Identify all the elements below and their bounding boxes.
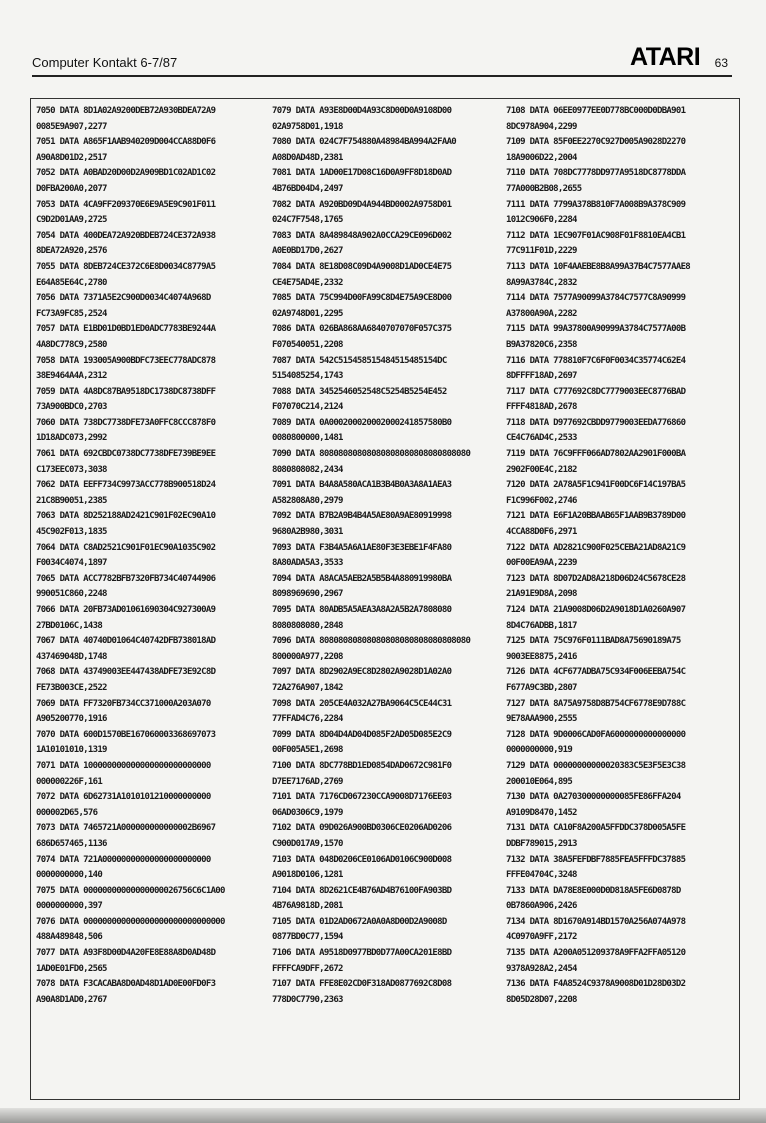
code-line: 7111 DATA 7799A378B810F7A008B9A378C909 — [506, 199, 686, 210]
code-line: 7133 DATA DA78E8E000D0D818A5FE6D0878D — [506, 885, 681, 896]
code-line: 7120 DATA 2A78A5F1C941F00DC6F14C197BA5 — [506, 480, 686, 491]
code-line: 9003EE8875,2416 — [506, 651, 577, 662]
code-line: 8A99A3784C,2832 — [506, 277, 577, 288]
code-line: 7125 DATA 75C976F0111BAD8A75690189A75 — [506, 636, 681, 647]
code-line: 437469048D,1748 — [36, 651, 107, 662]
code-line: 7128 DATA 9D0006CAD0FA6000000000000000 — [506, 729, 686, 740]
code-line: 1012C906F0,2284 — [506, 215, 577, 226]
code-line: 000002D65,576 — [36, 807, 98, 818]
code-line: 7132 DATA 38A5FEFDBF7885FEA5FFFDC37885 — [506, 854, 686, 865]
code-line: A0E0BD17D0,2627 — [272, 246, 343, 257]
code-line: 7130 DATA 0A270300000000085FE86FFA204 — [506, 792, 681, 803]
code-line: 200010E064,895 — [506, 776, 573, 787]
code-line: 7119 DATA 76C9FFF066AD7802AA2901F000BA — [506, 449, 686, 460]
code-line: 27BD0106C,1438 — [36, 620, 103, 631]
code-line: B9A37820C6,2358 — [506, 339, 577, 350]
code-line: 7096 DATA 80808080808080808080808080808080 — [272, 636, 471, 647]
code-line: 000000226F,161 — [36, 776, 103, 787]
code-line: 02A9758D01,1918 — [272, 121, 343, 132]
code-line: 7101 DATA 7176CD067230CCA9008D7176EE03 — [272, 792, 452, 803]
code-line: 4C0970A9FF,2172 — [506, 932, 577, 943]
code-line: 7083 DATA 8A489848A902A0CCA29CE096D002 — [272, 230, 452, 241]
code-line: 7078 DATA F3CACABA8D0AD48D1AD0E00FD0F3 — [36, 979, 216, 990]
code-line: 7068 DATA 43749003EE447438ADFE73E92C8D — [36, 667, 216, 678]
code-line: 38E9464A4A,2312 — [36, 371, 107, 382]
page-header — [32, 43, 738, 72]
code-line: 8A80ADA5A3,3533 — [272, 558, 343, 569]
code-line: 8D4C76ADBB,1817 — [506, 620, 577, 631]
code-line: 7115 DATA 99A37800A90999A3784C7577A00B — [506, 324, 686, 335]
code-line: 7090 DATA 80808080808080808080808080808080 — [272, 449, 471, 460]
code-line: 778D0C7790,2363 — [272, 994, 343, 1005]
code-line: FE73B003CE,2522 — [36, 682, 107, 693]
code-line: 686D657465,1136 — [36, 838, 107, 849]
code-line: 7080 DATA 024C7F754880A48984BA994A2FAA0 — [272, 137, 457, 148]
code-line: 7070 DATA 600D1570BE167060003368697073 — [36, 729, 216, 740]
code-line: 7097 DATA 8D2902A9EC8D2802A9028D1A02A0 — [272, 667, 452, 678]
code-line: 7069 DATA FF7320FB734CC371000A203A070 — [36, 698, 211, 709]
code-line: 7084 DATA 8E18D08C09D4A9008D1AD0CE4E75 — [272, 261, 452, 272]
code-line: 8DFFFF18AD,2697 — [506, 371, 577, 382]
code-line: 7054 DATA 400DEA72A920BDEB724CE372A938 — [36, 230, 216, 241]
code-line: 9378A928A2,2454 — [506, 963, 577, 974]
code-line: 7052 DATA A0BAD20D00D2A909BD1C02AD1C02 — [36, 168, 216, 179]
code-line: 7071 DATA 100000000000000000000000000 — [36, 760, 211, 771]
listing-column-3 — [506, 104, 738, 1008]
code-line: 7061 DATA 692CBDC0738DC7738DFE739BE9EE — [36, 449, 216, 460]
code-line: 0877BD0C77,1594 — [272, 932, 343, 943]
code-line: 7109 DATA 85F0EE2270C927D005A9028D2270 — [506, 137, 686, 148]
code-line: 7073 DATA 7465721A000000000000002B6967 — [36, 823, 216, 834]
code-line: 7117 DATA C777692C8DC7779003EEC8776BAD — [506, 386, 686, 397]
code-line: 21C8B90051,2385 — [36, 495, 107, 506]
code-line: 7059 DATA 4A8DC87BA9518DC1738DC8738DFF — [36, 386, 216, 397]
code-line: 7106 DATA A9518D0977BD0D77A00CA201E8BD — [272, 948, 452, 959]
code-line: 18A9006D22,2004 — [506, 152, 577, 163]
code-line: 4A8DC778C9,2580 — [36, 339, 107, 350]
code-line: 7066 DATA 20FB73AD01061690304C927300A9 — [36, 605, 216, 615]
code-line: 7123 DATA 8D07D2AD8A218D06D24C5678CE28 — [506, 573, 686, 584]
code-line: A9109D8470,1452 — [506, 807, 577, 818]
code-line: 8DC978A904,2299 — [506, 121, 577, 132]
code-line: 7100 DATA 8DC778BD1ED0854DAD0672C981F0 — [272, 760, 452, 771]
code-line: 0000000000,140 — [36, 870, 103, 881]
code-line: 8080808080,2848 — [272, 620, 343, 631]
code-line: 1D18ADC073,2992 — [36, 433, 107, 444]
code-line: 7058 DATA 193005A900BDFC73EEC778ADC878 — [36, 355, 216, 366]
code-line: 7102 DATA 09D026A900BD0306CE0206AD0206 — [272, 823, 452, 834]
code-line: 7105 DATA 01D2AD0672A0A0A8D00D2A9008D — [272, 916, 447, 927]
code-line: 7082 DATA A920BD09D4A944BD0002A9758D01 — [272, 199, 452, 210]
code-line: 5154085254,1743 — [272, 371, 343, 382]
code-line: 77FFAD4C76,2284 — [272, 714, 343, 725]
code-line: F677A9C3BD,2807 — [506, 682, 577, 693]
code-line: 73A900BDC0,2703 — [36, 402, 107, 413]
scan-edge-shadow — [0, 1108, 766, 1123]
code-line: 7051 DATA A865F1AAB940209D004CCA88D0F6 — [36, 137, 216, 148]
code-line: F0034C4074,1897 — [36, 558, 107, 569]
code-line: 7122 DATA AD2821C900F025CEBA21AD8A21C9 — [506, 542, 686, 553]
code-line: 7135 DATA A200A051209378A9FFA2FFA05120 — [506, 948, 686, 959]
code-line: 7074 DATA 721A00000000000000000000000 — [36, 854, 211, 865]
code-line: 7099 DATA 8D04D4AD04D085F2AD05D085E2C9 — [272, 729, 452, 740]
code-line: 7060 DATA 738DC7738DFE73A0FFC8CCC878F0 — [36, 417, 216, 428]
code-line: 7098 DATA 205CE4A032A27BA9064C5CE44C31 — [272, 698, 452, 709]
code-line: 0000000000,919 — [506, 745, 573, 756]
code-line: 7116 DATA 778810F7C6F0F0034C35774C62E4 — [506, 355, 686, 366]
brand-heading: ATARI — [630, 43, 701, 71]
code-line: 7112 DATA 1EC907F01AC908F01F8810EA4CB1 — [506, 230, 686, 241]
code-line: 7062 DATA EEFF734C9973ACC778B900518D24 — [36, 480, 216, 491]
code-line: 7050 DATA 8D1A02A9200DEB72A930BDEA72A9 — [36, 106, 216, 116]
code-line: 7081 DATA 1AD00E17D08C16D0A9FF8D18D0AD — [272, 168, 452, 179]
code-line: 4CCA88D0F6,2971 — [506, 527, 577, 538]
code-line: 7104 DATA 8D2621CE4B76AD4B76100FA903BD — [272, 885, 452, 896]
code-line: 4B76BD04D4,2497 — [272, 183, 343, 194]
code-line: 024C7F7548,1765 — [272, 215, 343, 226]
code-line: 72A276A907,1842 — [272, 682, 343, 693]
code-line: 7063 DATA 8D252188AD2421C901F02EC90A10 — [36, 511, 216, 522]
code-line: 7129 DATA 00000000000020383C5E3F5E3C38 — [506, 760, 686, 771]
code-line: FFFF4818AD,2678 — [506, 402, 577, 413]
code-line: 7118 DATA D977692CBDD9779003EEDA776860 — [506, 417, 686, 428]
page-number: 63 — [714, 56, 728, 70]
code-line: 7110 DATA 708DC7778DD977A9518DC8778DDA — [506, 168, 686, 179]
code-line: FFFE04704C,3248 — [506, 870, 577, 881]
code-line: 7077 DATA A93F8D00D4A20FE8E88A8D0AD48D — [36, 948, 216, 959]
code-line: 7095 DATA 80ADB5A5AEA3A8A2A5B2A7808080 — [272, 605, 452, 615]
code-line: 06AD0306C9,1979 — [272, 807, 343, 818]
code-line: 7065 DATA ACC7782BFB7320FB734C40744906 — [36, 573, 216, 584]
listing-column-1 — [36, 104, 268, 1008]
code-line: 7089 DATA 0A000200020002000241857580B0 — [272, 417, 452, 428]
code-line: 7107 DATA FFE8E02CD0F318AD0877692C8D08 — [272, 979, 452, 990]
code-line: 8098969690,2967 — [272, 589, 343, 600]
code-line: 00F005A5E1,2698 — [272, 745, 343, 756]
code-line: A905200770,1916 — [36, 714, 107, 725]
code-line: 0080800000,1481 — [272, 433, 343, 444]
code-line: 0000000000,397 — [36, 901, 103, 912]
code-line: 800000A977,2208 — [272, 651, 343, 662]
code-line: 7072 DATA 6D62731A1010101210000000000 — [36, 792, 211, 803]
code-line: 7075 DATA 00000000000000000026756C6C1A00 — [36, 885, 225, 896]
code-line: C9D2D01AA9,2725 — [36, 215, 107, 226]
code-line: 7124 DATA 21A9008D06D2A9018D1A0260A907 — [506, 605, 686, 615]
code-line: A9018D0106,1281 — [272, 870, 343, 881]
code-line: 7092 DATA B7B2A9B4B4A5AE80A9AE80919998 — [272, 511, 452, 522]
code-line: A90A8D1AD0,2767 — [36, 994, 107, 1005]
code-line: 8DEA72A920,2576 — [36, 246, 107, 257]
code-line: 7103 DATA 048D0206CE0106AD0106C900D008 — [272, 854, 452, 865]
code-line: 00F00EA9AA,2239 — [506, 558, 577, 569]
code-line: A37800A90A,2282 — [506, 308, 577, 319]
header-rule — [32, 75, 732, 77]
code-line: F070540051,2208 — [272, 339, 343, 350]
code-line: 8D05D28D07,2208 — [506, 994, 577, 1005]
code-line: 2902F00E4C,2182 — [506, 464, 577, 475]
code-line: FC73A9FC85,2524 — [36, 308, 107, 319]
code-line: CE4E75AD4E,2332 — [272, 277, 343, 288]
code-line: 7126 DATA 4CF677ADBA75C934F006EEBA754C — [506, 667, 686, 678]
code-line: 02A9748D01,2295 — [272, 308, 343, 319]
code-line: CE4C76AD4C,2533 — [506, 433, 577, 444]
code-line: A582808A80,2979 — [272, 495, 343, 506]
code-line: 7057 DATA E1BD01D0BD1ED0ADC7783BE9244A — [36, 324, 216, 335]
code-line: 77C911F01D,2229 — [506, 246, 577, 257]
code-line: 45C902F013,1835 — [36, 527, 107, 538]
code-line: A08D0AD48D,2381 — [272, 152, 343, 163]
code-line: C173EEC073,3038 — [36, 464, 107, 475]
code-line: 7094 DATA A8ACA5AEB2A5B5B4A880919980BA — [272, 573, 452, 584]
code-line: 7064 DATA C8AD2521C901F01EC90A1035C902 — [36, 542, 216, 553]
code-line: 7114 DATA 7577A90099A3784C7577C8A90999 — [506, 293, 686, 304]
code-line: 21A91E9D8A,2098 — [506, 589, 577, 600]
code-line: 7093 DATA F3B4A5A6A1AE80F3E3EBE1F4FA80 — [272, 542, 452, 553]
code-line: 7091 DATA B4A8A580ACA1B3B4B0A3A8A1AEA3 — [272, 480, 452, 491]
code-line: 7127 DATA 8A75A9758D8B754CF6778E9D788C — [506, 698, 686, 709]
code-line: D0FBA200A0,2077 — [36, 183, 107, 194]
code-line: 4B76A9818D,2081 — [272, 901, 343, 912]
code-line: DDBF789015,2913 — [506, 838, 577, 849]
code-line: 7108 DATA 06EE0977EE0D778BC000D0DBA901 — [506, 106, 686, 116]
code-line: 1AD0E01FD0,2565 — [36, 963, 107, 974]
code-line: 990051C860,2248 — [36, 589, 107, 600]
code-line: 7067 DATA 40740D01064C40742DFB738018AD — [36, 636, 216, 647]
code-line: 7134 DATA 8D1670A914BD1570A256A074A978 — [506, 916, 686, 927]
code-line: 0085E9A907,2277 — [36, 121, 107, 132]
code-line: 7079 DATA A93E8D00D4A93C8D00D0A9108D00 — [272, 106, 452, 116]
code-line: 7113 DATA 10F4AAEBE8B8A99A37B4C7577AAE8 — [506, 261, 691, 272]
code-line: D7EE7176AD,2769 — [272, 776, 343, 787]
code-line: F07070C214,2124 — [272, 402, 343, 413]
code-line: E64A85E64C,2780 — [36, 277, 107, 288]
code-line: C900D017A9,1570 — [272, 838, 343, 849]
code-line: 7131 DATA CA10F8A200A5FFDDC378D005A5FE — [506, 823, 686, 834]
code-line: 7053 DATA 4CA9FF209370E6E9A5E9C901F011 — [36, 199, 216, 210]
code-line: 7056 DATA 7371A5E2C900D0034C4074A968D — [36, 293, 211, 304]
code-line: 7076 DATA 000000000000000000000000000000 — [36, 916, 225, 927]
listing-column-2 — [272, 104, 504, 1008]
code-line: F1C996F002,2746 — [506, 495, 577, 506]
code-line: 7086 DATA 026BA868AA6840707070F057C375 — [272, 324, 452, 335]
code-line: 488A489848,506 — [36, 932, 103, 943]
code-line: 1A10101010,1319 — [36, 745, 107, 756]
code-line: 7055 DATA 8DEB724CE372C6E8D0034C8779A5 — [36, 261, 216, 272]
code-line: 7088 DATA 3452546052548C5254B5254E452 — [272, 386, 447, 397]
code-line: 9E78AAA900,2555 — [506, 714, 577, 725]
code-line: 7121 DATA E6F1A20BBAAB65F1AAB9B3789D00 — [506, 511, 686, 522]
code-line: 0B7860A906,2426 — [506, 901, 577, 912]
code-line: 77A000B2B08,2655 — [506, 183, 582, 194]
code-line: A90A8D01D2,2517 — [36, 152, 107, 163]
code-line: 8080808082,2434 — [272, 464, 343, 475]
code-line: 7087 DATA 542C515458515484515485154DC — [272, 355, 447, 366]
code-line: 9680A2B980,3031 — [272, 527, 343, 538]
code-line: 7136 DATA F4A8524C9378A9008D01D28D03D2 — [506, 979, 686, 990]
code-line: FFFFCA9DFF,2672 — [272, 963, 343, 974]
publication-title: Computer Kontakt 6-7/87 — [32, 55, 178, 70]
code-line: 7085 DATA 75C994D00FA99C8D4E75A9CE8D00 — [272, 293, 452, 304]
